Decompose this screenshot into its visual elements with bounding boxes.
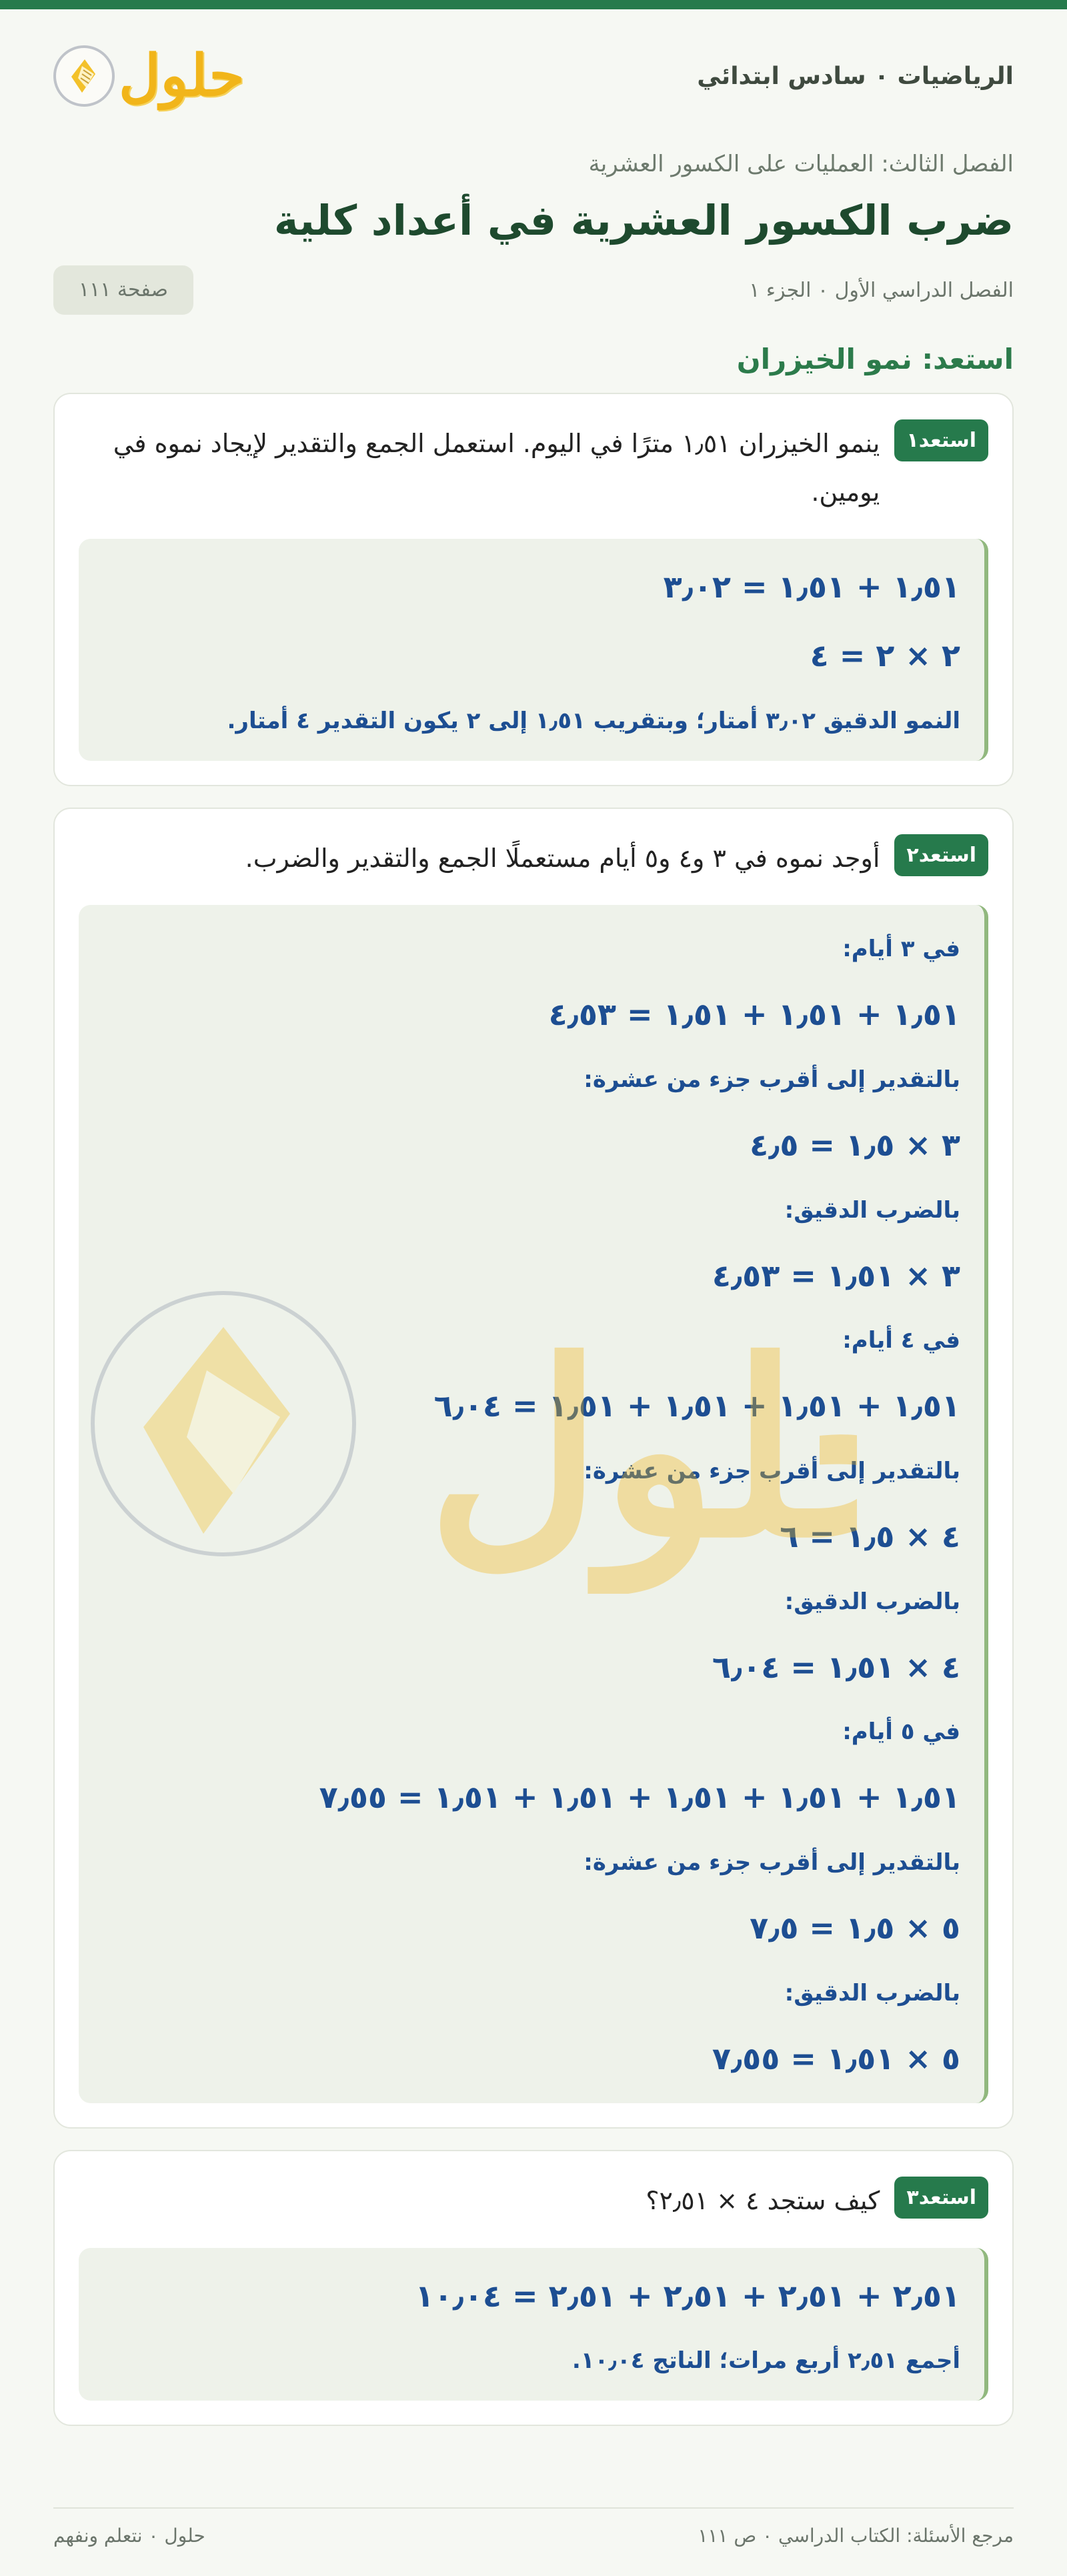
answer-equation: ٤ × ١٫٥ = ٦: [780, 1518, 960, 1555]
question-row: [79, 417, 988, 515]
answer-equation: ٣ × ١٫٥ = ٤٫٥: [750, 1127, 960, 1164]
answer-equation: ٢٫٥١ + ٢٫٥١ + ٢٫٥١ + ٢٫٥١ = ١٠٫٠٤: [415, 2277, 960, 2314]
page-footer: [53, 2507, 1014, 2547]
brand-logo[interactable]: [53, 42, 245, 109]
answer-subheading: بالتقدير إلى أقرب جزء من عشرة:: [584, 1848, 960, 1876]
book-icon: [53, 45, 115, 107]
footer-tagline: حلول ٠ نتعلم ونفهم: [53, 2525, 205, 2547]
brand-wordmark: حلول: [119, 42, 245, 109]
answer-equation: ٥ × ١٫٥ = ٧٫٥: [750, 1910, 960, 1947]
answer-box: [79, 2248, 988, 2401]
answer-subheading: بالضرب الدقيق:: [784, 1196, 960, 1224]
answer-subheading: بالتقدير إلى أقرب جزء من عشرة:: [584, 1066, 960, 1093]
answer-equation: ٥ × ١٫٥١ = ٧٫٥٥: [712, 2040, 960, 2077]
answer-subheading: بالتقدير إلى أقرب جزء من عشرة:: [584, 1457, 960, 1484]
meta-row: [53, 265, 1014, 315]
page-content: [0, 9, 1067, 2426]
page-number-badge: صفحة ١١١: [53, 265, 193, 315]
answer-subheading: في ٣ أيام:: [842, 936, 960, 963]
answer-subheading: في ٤ أيام:: [842, 1327, 960, 1354]
answer-equation: ١٫٥١ + ١٫٥١ = ٣٫٠٢: [663, 568, 960, 605]
answer-subheading: بالضرب الدقيق:: [784, 1979, 960, 2007]
subject-label: الرياضيات ٠ سادس ابتدائي: [697, 62, 1014, 90]
answer-conclusion: أجمع ٢٫٥١ أربع مرات؛ الناتج ١٠٫٠٤.: [572, 2347, 960, 2375]
answer-box: [79, 539, 988, 761]
answer-equation: ١٫٥١ + ١٫٥١ + ١٫٥١ + ١٫٥١ = ٦٫٠٤: [433, 1388, 960, 1424]
question-text: أوجد نموه في ٣ و٤ و٥ أيام مستعملًا الجمع والتقدير والضرب.: [245, 843, 880, 873]
answer-equation: ٣ × ١٫٥١ = ٤٫٥٣: [712, 1257, 960, 1294]
answer-equation: ٢ × ٢ = ٤: [810, 637, 960, 674]
section-heading: استعد: نمو الخيزران: [736, 343, 1014, 376]
answer-subheading: بالضرب الدقيق:: [784, 1588, 960, 1615]
question-card-1: [53, 393, 1014, 786]
top-accent-bar: [0, 0, 1067, 9]
page-header: [53, 9, 1014, 143]
question-card-3: [53, 2150, 1014, 2426]
question-row: [79, 2174, 988, 2225]
answer-equation: ١٫٥١ + ١٫٥١ + ١٫٥١ + ١٫٥١ + ١٫٥١ = ٧٫٥٥: [319, 1779, 960, 1816]
chapter-label: الفصل الثالث: العمليات على الكسور العشرية: [588, 151, 1014, 177]
question-text: كيف ستجد ٤ × ٢٫٥١؟: [646, 2186, 880, 2216]
answer-equation: ٤ × ١٫٥١ = ٦٫٠٤: [712, 1648, 960, 1685]
answer-box: [79, 905, 988, 2103]
question-badge: استعد٣: [894, 2177, 988, 2219]
footer-reference: مرجع الأسئلة: الكتاب الدراسي ٠ ص ١١١: [698, 2525, 1014, 2547]
question-text: ينمو الخيزران ١٫٥١ مترًا في اليوم. استعمل الجمع والتقدير لإيجاد نموه في يومين.: [113, 429, 880, 507]
answer-conclusion: النمو الدقيق ٣٫٠٢ أمتار؛ وبتقريب ١٫٥١ إلى ٢ يكون التقدير ٤ أمتار.: [227, 707, 960, 734]
answer-equation: ١٫٥١ + ١٫٥١ + ١٫٥١ = ٤٫٥٣: [548, 996, 960, 1033]
answer-subheading: في ٥ أيام:: [842, 1718, 960, 1746]
page-title: ضرب الكسور العشرية في أعداد كلية: [273, 196, 1014, 245]
question-badge: استعد١: [894, 419, 988, 461]
question-card-2: [53, 808, 1014, 2129]
watermark-wordmark: لول: [427, 1308, 806, 1590]
semester-label: الفصل الدراسي الأول ٠ الجزء ١: [749, 278, 1014, 302]
question-badge: استعد٢: [894, 834, 988, 876]
question-row: [79, 832, 988, 882]
